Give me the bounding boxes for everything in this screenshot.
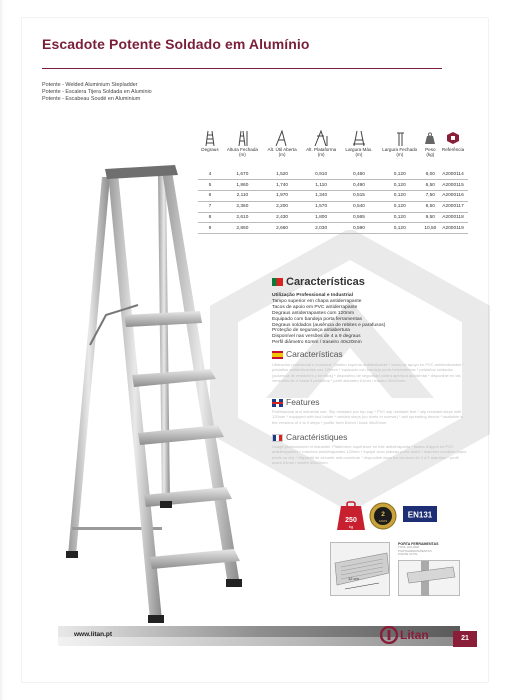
table-cell: 0,120 [377, 180, 423, 191]
characteristics-list-pt [272, 293, 385, 346]
website-link[interactable]: www.litan.pt [74, 631, 113, 638]
tool-tray-sub: TOOL HOLDER [398, 545, 420, 550]
table-row [198, 223, 468, 234]
closed-height-icon [222, 128, 263, 147]
characteristics-text-fr: Usage professionnel et industriel. Plateforme supérieure en tôle antidérapante * bases d'appui en PVC antidérapantes * marches antidérapantes 120mm * équipé avec plateau porte-outils * marches soudées (sans rivets ou vis) * dispositif de sécurité anti-ouverture * disponible dans les versions de 4 à 9 marches * profil avant 61mm / arrière 40x20mm [272, 444, 467, 466]
list-item: Perfil diâmetro 61mm / traseiro 40x20mm [272, 340, 362, 346]
table-cell: 2,030 [301, 223, 341, 234]
platform-height-icon [301, 128, 341, 147]
table-cell: 4 [198, 169, 222, 180]
table-cell: A2000119 [438, 223, 468, 234]
load-unit: kg [348, 524, 354, 529]
subtitle-fr: Potente - Escabeau Soudé en Aluminium [42, 96, 141, 103]
closed-width-icon [377, 128, 423, 147]
table-cell: 0,120 [377, 169, 423, 180]
characteristics-heading-pt: Características [272, 276, 365, 288]
reference-icon [438, 128, 468, 147]
warranty-seal-icon [370, 503, 396, 529]
tool-tray-detail [398, 542, 460, 596]
tool-tray-image [398, 560, 460, 596]
certification-badges [335, 500, 455, 536]
weight-icon [423, 128, 438, 147]
table-cell: 2,200 [263, 201, 301, 212]
table-cell: A2000114 [438, 169, 468, 180]
table-row [198, 201, 468, 212]
table-cell: 1,340 [301, 191, 341, 202]
norm-label: EN131 [407, 510, 433, 520]
list-item: Degraus soldados (ausência de rebites e parafusos) [272, 322, 386, 328]
col-header: Largura Máx. (m) [345, 147, 373, 158]
table-cell: 2,860 [222, 223, 263, 234]
table-cell: 1,970 [263, 191, 301, 202]
table-cell: 2,110 [222, 191, 263, 202]
table-cell: 0,120 [377, 223, 423, 234]
table-cell: A2000115 [438, 180, 468, 191]
table-row [198, 180, 468, 191]
table-cell: 2,610 [222, 212, 263, 223]
tool-tray-sub: PORTAHERRAMIENTAS [398, 548, 432, 553]
characteristics-heading-fr: Caractéristiques [272, 432, 347, 442]
table-cell: A2000118 [438, 212, 468, 223]
table-cell: 0,565 [341, 212, 377, 223]
load-capacity-icon [337, 502, 365, 530]
features-text-en: Professional and industrial use. Slip resistant pvc top cap * PVC slip resistant feet * slip resistant steps with 120mm * equipped with tool holder * welded steps (no rivets or screws) * anti spreading device * available in the versions of 4 to 9 steps * profile front 61mm / back 40x20mm [272, 409, 464, 425]
table-cell: A2000116 [438, 191, 468, 202]
col-header: Peso (kg) [425, 147, 436, 158]
open-height-icon [263, 128, 301, 147]
table-row [198, 169, 468, 180]
tool-tray-title: PORTA FERRAMENTAS [398, 542, 439, 546]
list-item: Disponível nas versões de 4 a 9 degraus [272, 334, 361, 340]
table-cell: 0,910 [301, 169, 341, 180]
subtitle-es: Potente - Escalera Tijera Soldada en Aluminio [42, 89, 152, 96]
table-cell: 5 [198, 180, 222, 191]
table-body [198, 169, 468, 234]
subtitle-list [42, 82, 152, 104]
step-detail-image [330, 542, 390, 596]
table-cell: 0,490 [341, 180, 377, 191]
col-header: Altura Fechada (m) [226, 147, 258, 158]
features-heading-en: Features [272, 397, 320, 407]
table-cell: 1,110 [301, 180, 341, 191]
table-cell: 0,120 [377, 191, 423, 202]
table-cell: 0,540 [341, 201, 377, 212]
page-number: 21 [453, 631, 477, 647]
table-cell: 0,460 [341, 169, 377, 180]
characteristics-text-es: Utilización profesional e industrial. Tablero superior antideslizante * tacos de apoyo en PVC antideslizantes * peldaños antideslizantes con 120mm * equipado con bandeja porta herramientas * peldaños soldados (ausencia de remaches y tornillos) * dispositivo de seguridad contra apertura accidental * disponible en las versiones de 4 hasta 9 peldaños * perfil diámetro 61mm / trasero 40x20mm [272, 362, 464, 384]
table-cell: 1,740 [263, 180, 301, 191]
uk-flag-icon [272, 399, 283, 407]
table-cell: 0,515 [341, 191, 377, 202]
table-cell: 1,670 [222, 169, 263, 180]
table-cell: 0,590 [341, 223, 377, 234]
page-title: Escadote Potente Soldado em Alumínio [42, 36, 310, 52]
litan-logo-icon [380, 626, 398, 644]
table-cell: 6,00 [423, 169, 438, 180]
col-header: Alt. Plataforma (m) [306, 147, 337, 158]
specification-table [198, 128, 468, 234]
table-cell: 7,50 [423, 191, 438, 202]
table-cell: 1,570 [301, 201, 341, 212]
table-cell: 1,860 [222, 180, 263, 191]
stepladder-image [50, 165, 260, 630]
page-edge [0, 0, 4, 700]
table-cell: 9 [198, 223, 222, 234]
en131-norm-icon [403, 506, 437, 522]
table-icon-row [198, 128, 468, 147]
col-header: Alt. Útil Aberta (m) [267, 147, 297, 158]
tool-tray-icon [399, 561, 460, 596]
table-row [198, 191, 468, 202]
list-item: Degraus antiderrapantes com 120mm [272, 310, 355, 316]
list-item: Proteção de segurança antiabertura [272, 328, 351, 334]
table-cell: 2,430 [263, 212, 301, 223]
table-cell: 8 [198, 212, 222, 223]
list-item: Utilização Professional e Industrial [272, 293, 353, 298]
col-header: Largura Fechado (m) [382, 147, 418, 158]
warranty-years: 2 [381, 511, 385, 518]
load-value: 250 [345, 517, 357, 524]
table-header-row [198, 147, 468, 169]
warranty-label: ANOS [378, 519, 388, 523]
table-cell: A2000117 [438, 201, 468, 212]
list-item: Equipado com bandeja porta ferramentas [272, 316, 362, 322]
list-item: Tacos de apoio em PVC antiderrapante [272, 304, 358, 310]
table-cell: 2,360 [222, 201, 263, 212]
table-cell: 0,120 [377, 201, 423, 212]
max-width-icon [341, 128, 377, 147]
table-cell: 2,660 [263, 223, 301, 234]
tool-tray-sub: PORTE OUTIL [398, 552, 418, 557]
table-cell: 10,50 [423, 223, 438, 234]
table-cell: 6,50 [423, 180, 438, 191]
table-cell: 0,120 [377, 212, 423, 223]
spain-flag-icon [272, 351, 283, 359]
characteristics-heading-es: Características [272, 349, 343, 359]
brand-name: Litan [400, 628, 429, 642]
steps-icon [198, 128, 222, 147]
list-item: Tampo superior em chapa antiderrapante [272, 298, 362, 304]
portugal-flag-icon [272, 278, 283, 286]
table-cell: 6 [198, 191, 222, 202]
step-closeup-icon [331, 543, 390, 596]
table-cell: 1,520 [263, 169, 301, 180]
col-header: Referência [441, 147, 465, 152]
table-cell: 8,50 [423, 201, 438, 212]
france-flag-icon [272, 434, 283, 442]
table-cell: 1,800 [301, 212, 341, 223]
table-cell: 7 [198, 201, 222, 212]
table-row [198, 212, 468, 223]
title-rule [42, 68, 442, 69]
table-cell: 9,50 [423, 212, 438, 223]
step-width-label: 12 cm [348, 576, 359, 581]
col-header: Degraus [201, 147, 219, 152]
subtitle-en: Potente - Welded Aluminium Stepladder [42, 82, 138, 88]
